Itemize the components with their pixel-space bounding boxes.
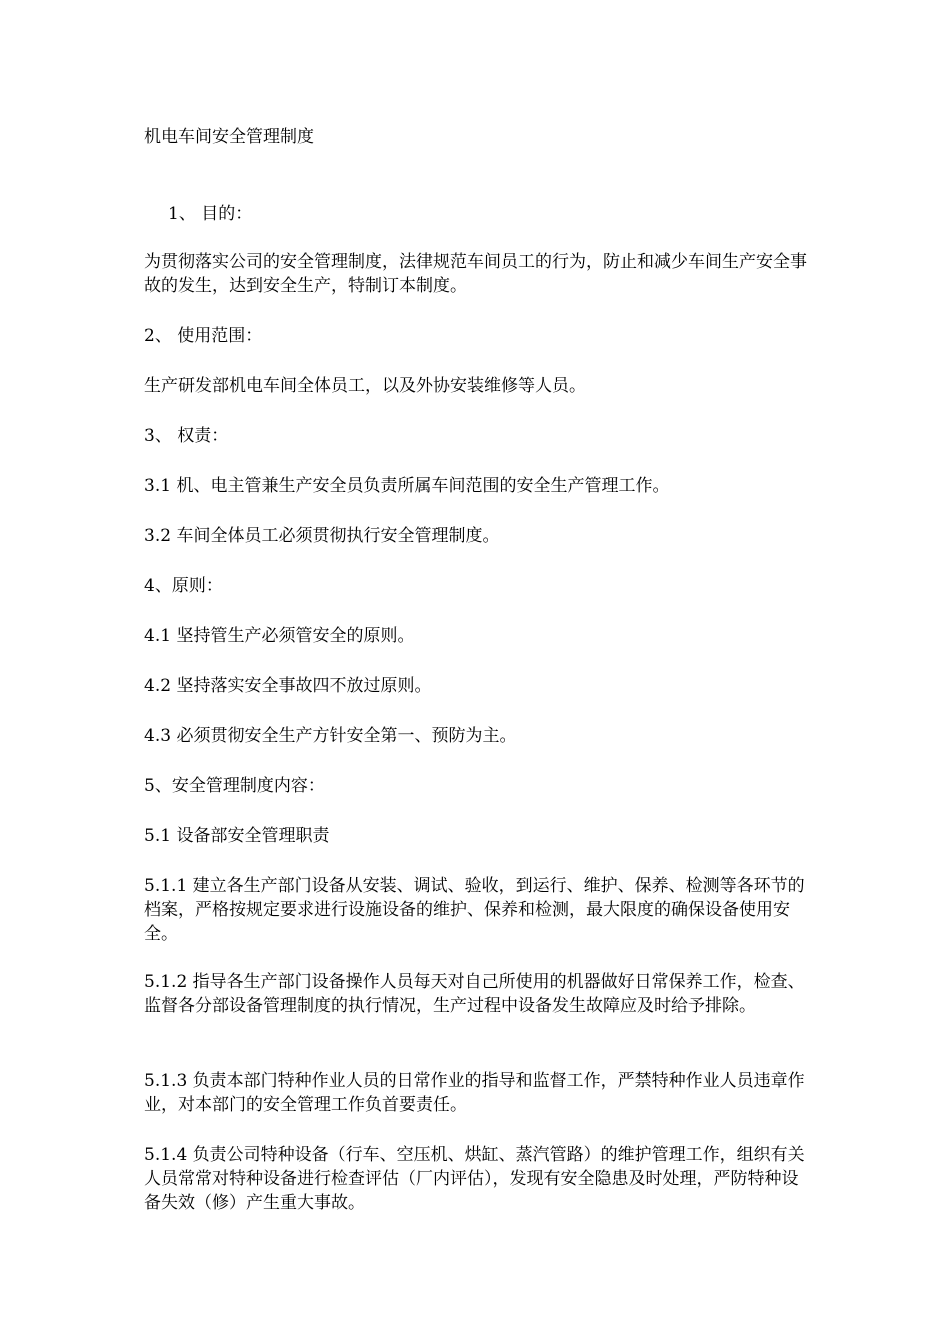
paragraph-4-2: 4.2 坚持落实安全事故四不放过原则。 (144, 676, 432, 696)
paragraph-5-1-1: 5.1.1 建立各生产部门设备从安装、调试、验收，到运行、维护、保养、检测等各环节的档案，严格按规定要求进行设施设备的维护、保养和检测，最大限度的确保设备使用安全。 (144, 876, 805, 944)
section-heading-principles: 4、原则： (144, 576, 223, 596)
section-heading-responsibilities: 3、 权责： (144, 426, 229, 446)
document-title: 机电车间安全管理制度 (144, 127, 314, 147)
paragraph-5-1-3: 5.1.3 负责本部门特种作业人员的日常作业的指导和监督工作，严禁特种作业人员违章作业，对本部门的安全管理工作负首要责任。 (144, 1071, 805, 1115)
paragraph-scope: 生产研发部机电车间全体员工，以及外协安装维修等人员。 (144, 376, 586, 396)
paragraph-4-1: 4.1 坚持管生产必须管安全的原则。 (144, 626, 415, 646)
section-heading-content: 5、安全管理制度内容： (144, 776, 325, 796)
paragraph-5-1-4: 5.1.4 负责公司特种设备（行车、空压机、烘缸、蒸汽管路）的维护管理工作，组织有关人员常常对特种设备进行检查评估（厂内评估），发现有安全隐患及时处理，严防特种设备失效（修）产生重大事故。 (144, 1145, 805, 1213)
section-heading-scope: 2、 使用范围： (144, 326, 263, 346)
subsection-heading-5-1: 5.1 设备部安全管理职责 (144, 826, 330, 846)
paragraph-3-1: 3.1 机、电主管兼生产安全员负责所属车间范围的安全生产管理工作。 (144, 476, 670, 496)
section-heading-purpose: 1、 目的： (168, 204, 253, 224)
paragraph-3-2: 3.2 车间全体员工必须贯彻执行安全管理制度。 (144, 526, 500, 546)
paragraph-4-3: 4.3 必须贯彻安全生产方针安全第一、预防为主。 (144, 726, 517, 746)
paragraph-5-1-2: 5.1.2 指导各生产部门设备操作人员每天对自己所使用的机器做好日常保养工作，检查、监督各分部设备管理制度的执行情况，生产过程中设备发生故障应及时给予排除。 (144, 972, 805, 1016)
paragraph-purpose: 为贯彻落实公司的安全管理制度，法律规范车间员工的行为，防止和减少车间生产安全事故的发生，达到安全生产，特制订本制度。 (144, 252, 807, 296)
